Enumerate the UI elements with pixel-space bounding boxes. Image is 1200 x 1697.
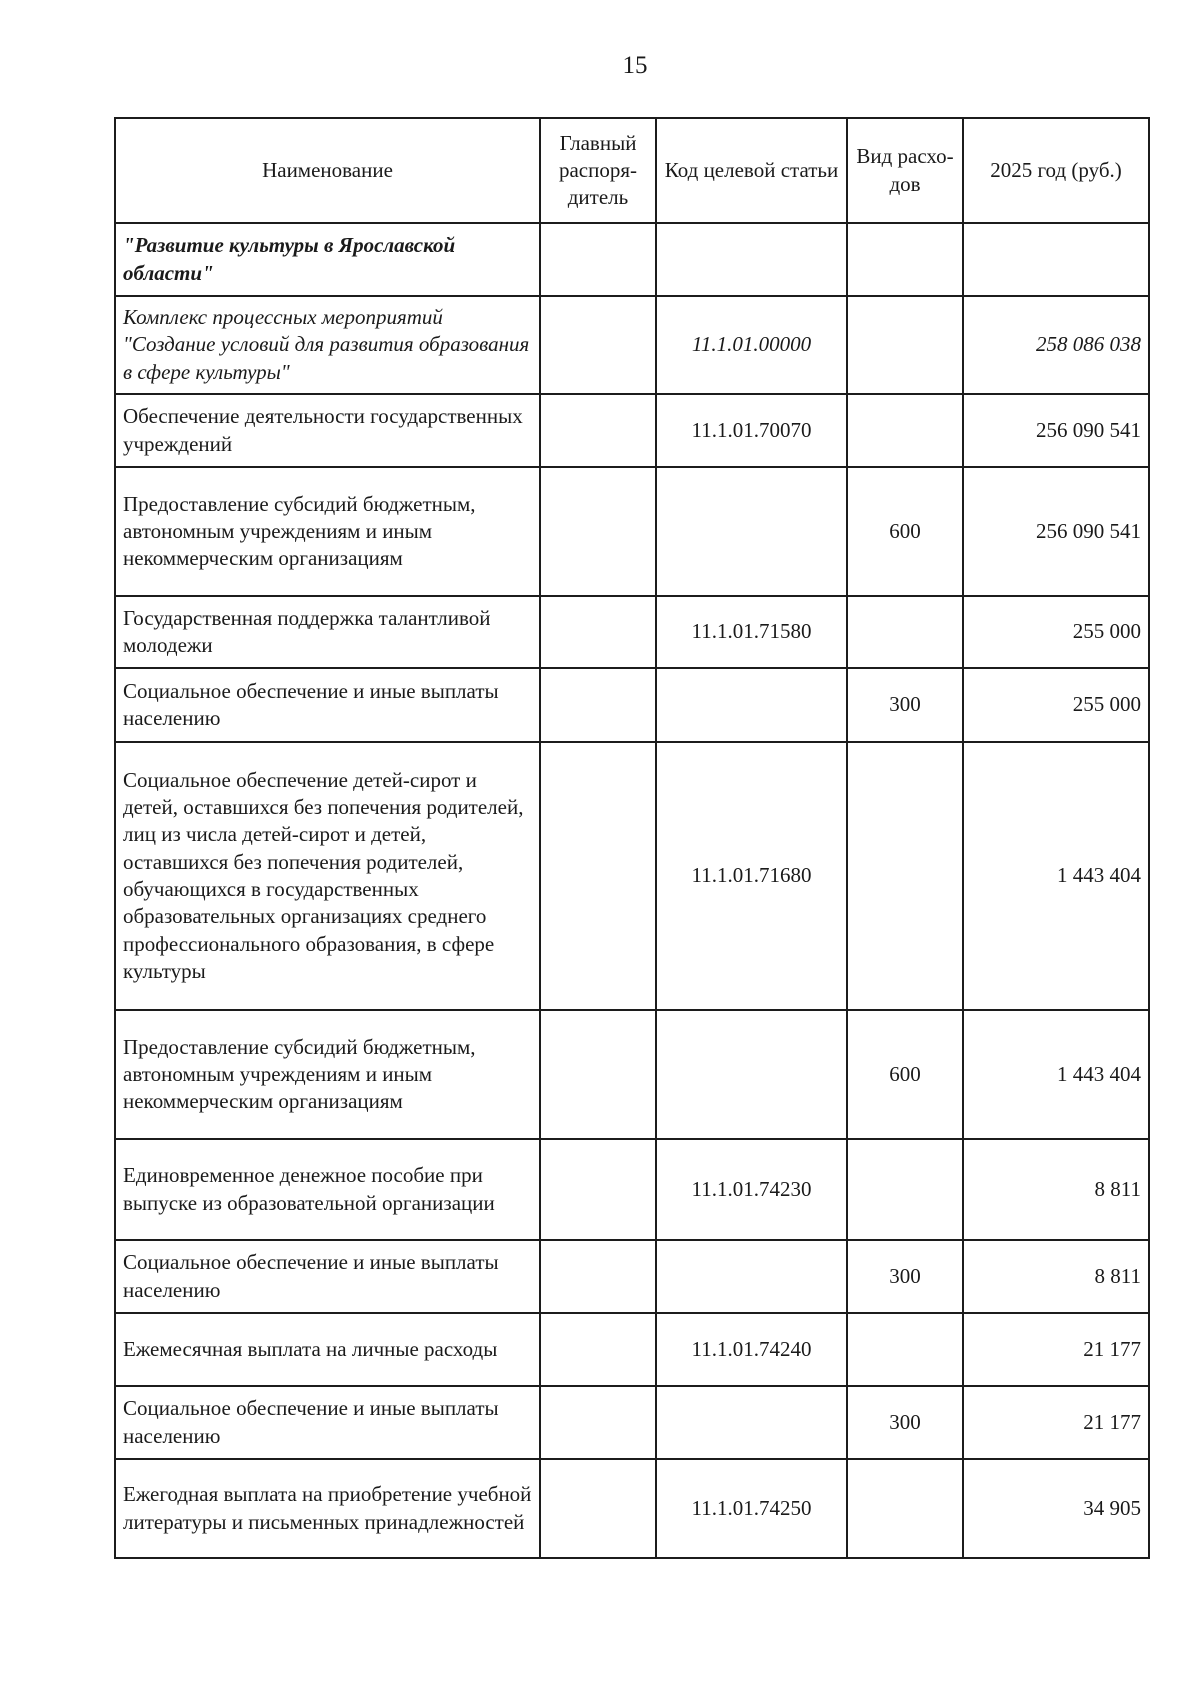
cell-amount: 34 905: [963, 1459, 1149, 1558]
cell-name: Предоставление субсидий бюджетным, автономным учреждениям и иным некоммерческим организациям: [115, 1010, 540, 1139]
budget-table: [114, 117, 1150, 1559]
cell-name: Социальное обеспечение и иные выплаты населению: [115, 668, 540, 742]
cell-amount: 21 177: [963, 1313, 1149, 1386]
cell-amount: 255 000: [963, 668, 1149, 742]
cell-type: [847, 1139, 963, 1240]
cell-code: [656, 1386, 847, 1459]
cell-amount: 256 090 541: [963, 394, 1149, 467]
cell-name: Комплекс процессных мероприятий "Создание условий для развития образования в сфере культуры": [115, 296, 540, 394]
cell-type: [847, 394, 963, 467]
table-row: [115, 1139, 1149, 1240]
table-row: [115, 742, 1149, 1010]
table-row: [115, 668, 1149, 742]
cell-admin: [540, 223, 656, 296]
cell-amount: 255 000: [963, 596, 1149, 668]
cell-type: 300: [847, 1240, 963, 1313]
cell-admin: [540, 1139, 656, 1240]
cell-admin: [540, 596, 656, 668]
cell-name: Ежемесячная выплата на личные расходы: [115, 1313, 540, 1386]
cell-type: 300: [847, 1386, 963, 1459]
cell-type: [847, 742, 963, 1010]
table-row: [115, 467, 1149, 596]
cell-type: 300: [847, 668, 963, 742]
table-row: [115, 1010, 1149, 1139]
header-type: Вид расхо-дов: [847, 118, 963, 223]
cell-name: Предоставление субсидий бюджетным, автономным учреждениям и иным некоммерческим организациям: [115, 467, 540, 596]
cell-code: 11.1.01.00000: [656, 296, 847, 394]
cell-amount: 1 443 404: [963, 742, 1149, 1010]
table-row: [115, 1386, 1149, 1459]
table-row: [115, 394, 1149, 467]
cell-type: [847, 296, 963, 394]
cell-amount: [963, 223, 1149, 296]
cell-admin: [540, 1313, 656, 1386]
header-row: [115, 118, 1149, 223]
cell-amount: 258 086 038: [963, 296, 1149, 394]
table-row: [115, 1240, 1149, 1313]
cell-code: 11.1.01.70070: [656, 394, 847, 467]
cell-code: 11.1.01.71580: [656, 596, 847, 668]
cell-amount: 8 811: [963, 1240, 1149, 1313]
cell-admin: [540, 1386, 656, 1459]
cell-type: 600: [847, 467, 963, 596]
table-row: [115, 296, 1149, 394]
table-row: [115, 596, 1149, 668]
page-number: 15: [622, 52, 648, 79]
header-admin: Главный распоря-дитель: [540, 118, 656, 223]
cell-name: "Развитие культуры в Ярославской области": [115, 223, 540, 296]
cell-code: [656, 668, 847, 742]
cell-code: [656, 1010, 847, 1139]
cell-type: 600: [847, 1010, 963, 1139]
cell-amount: 256 090 541: [963, 467, 1149, 596]
cell-code: 11.1.01.71680: [656, 742, 847, 1010]
cell-name: Единовременное денежное пособие при выпуске из образовательной организации: [115, 1139, 540, 1240]
header-amount: 2025 год (руб.): [963, 118, 1149, 223]
cell-admin: [540, 1240, 656, 1313]
cell-name: Социальное обеспечение и иные выплаты населению: [115, 1240, 540, 1313]
cell-type: [847, 596, 963, 668]
cell-code: [656, 467, 847, 596]
cell-amount: 1 443 404: [963, 1010, 1149, 1139]
cell-type: [847, 1459, 963, 1558]
cell-admin: [540, 394, 656, 467]
cell-code: [656, 1240, 847, 1313]
cell-admin: [540, 1459, 656, 1558]
cell-type: [847, 223, 963, 296]
table-body: [115, 223, 1149, 1558]
cell-type: [847, 1313, 963, 1386]
header-name: Наименование: [115, 118, 540, 223]
table-header: [115, 118, 1149, 223]
cell-admin: [540, 742, 656, 1010]
cell-name: Социальное обеспечение детей-сирот и детей, оставшихся без попечения родителей, лиц из числа детей-сирот и детей, оставшихся без попечения родителей, обучающихся в государственных образовательных организациях среднего профессионального образования, в сфере культуры: [115, 742, 540, 1010]
cell-admin: [540, 668, 656, 742]
cell-code: 11.1.01.74250: [656, 1459, 847, 1558]
cell-name: Социальное обеспечение и иные выплаты населению: [115, 1386, 540, 1459]
cell-admin: [540, 1010, 656, 1139]
cell-amount: 8 811: [963, 1139, 1149, 1240]
cell-amount: 21 177: [963, 1386, 1149, 1459]
header-code: Код целевой статьи: [656, 118, 847, 223]
cell-code: 11.1.01.74230: [656, 1139, 847, 1240]
table-row: [115, 223, 1149, 296]
cell-admin: [540, 467, 656, 596]
table-row: [115, 1459, 1149, 1558]
cell-code: [656, 223, 847, 296]
cell-name: Государственная поддержка талантливой молодежи: [115, 596, 540, 668]
cell-admin: [540, 296, 656, 394]
cell-code: 11.1.01.74240: [656, 1313, 847, 1386]
table-row: [115, 1313, 1149, 1386]
cell-name: Обеспечение деятельности государственных учреждений: [115, 394, 540, 467]
cell-name: Ежегодная выплата на приобретение учебной литературы и письменных принадлежностей: [115, 1459, 540, 1558]
